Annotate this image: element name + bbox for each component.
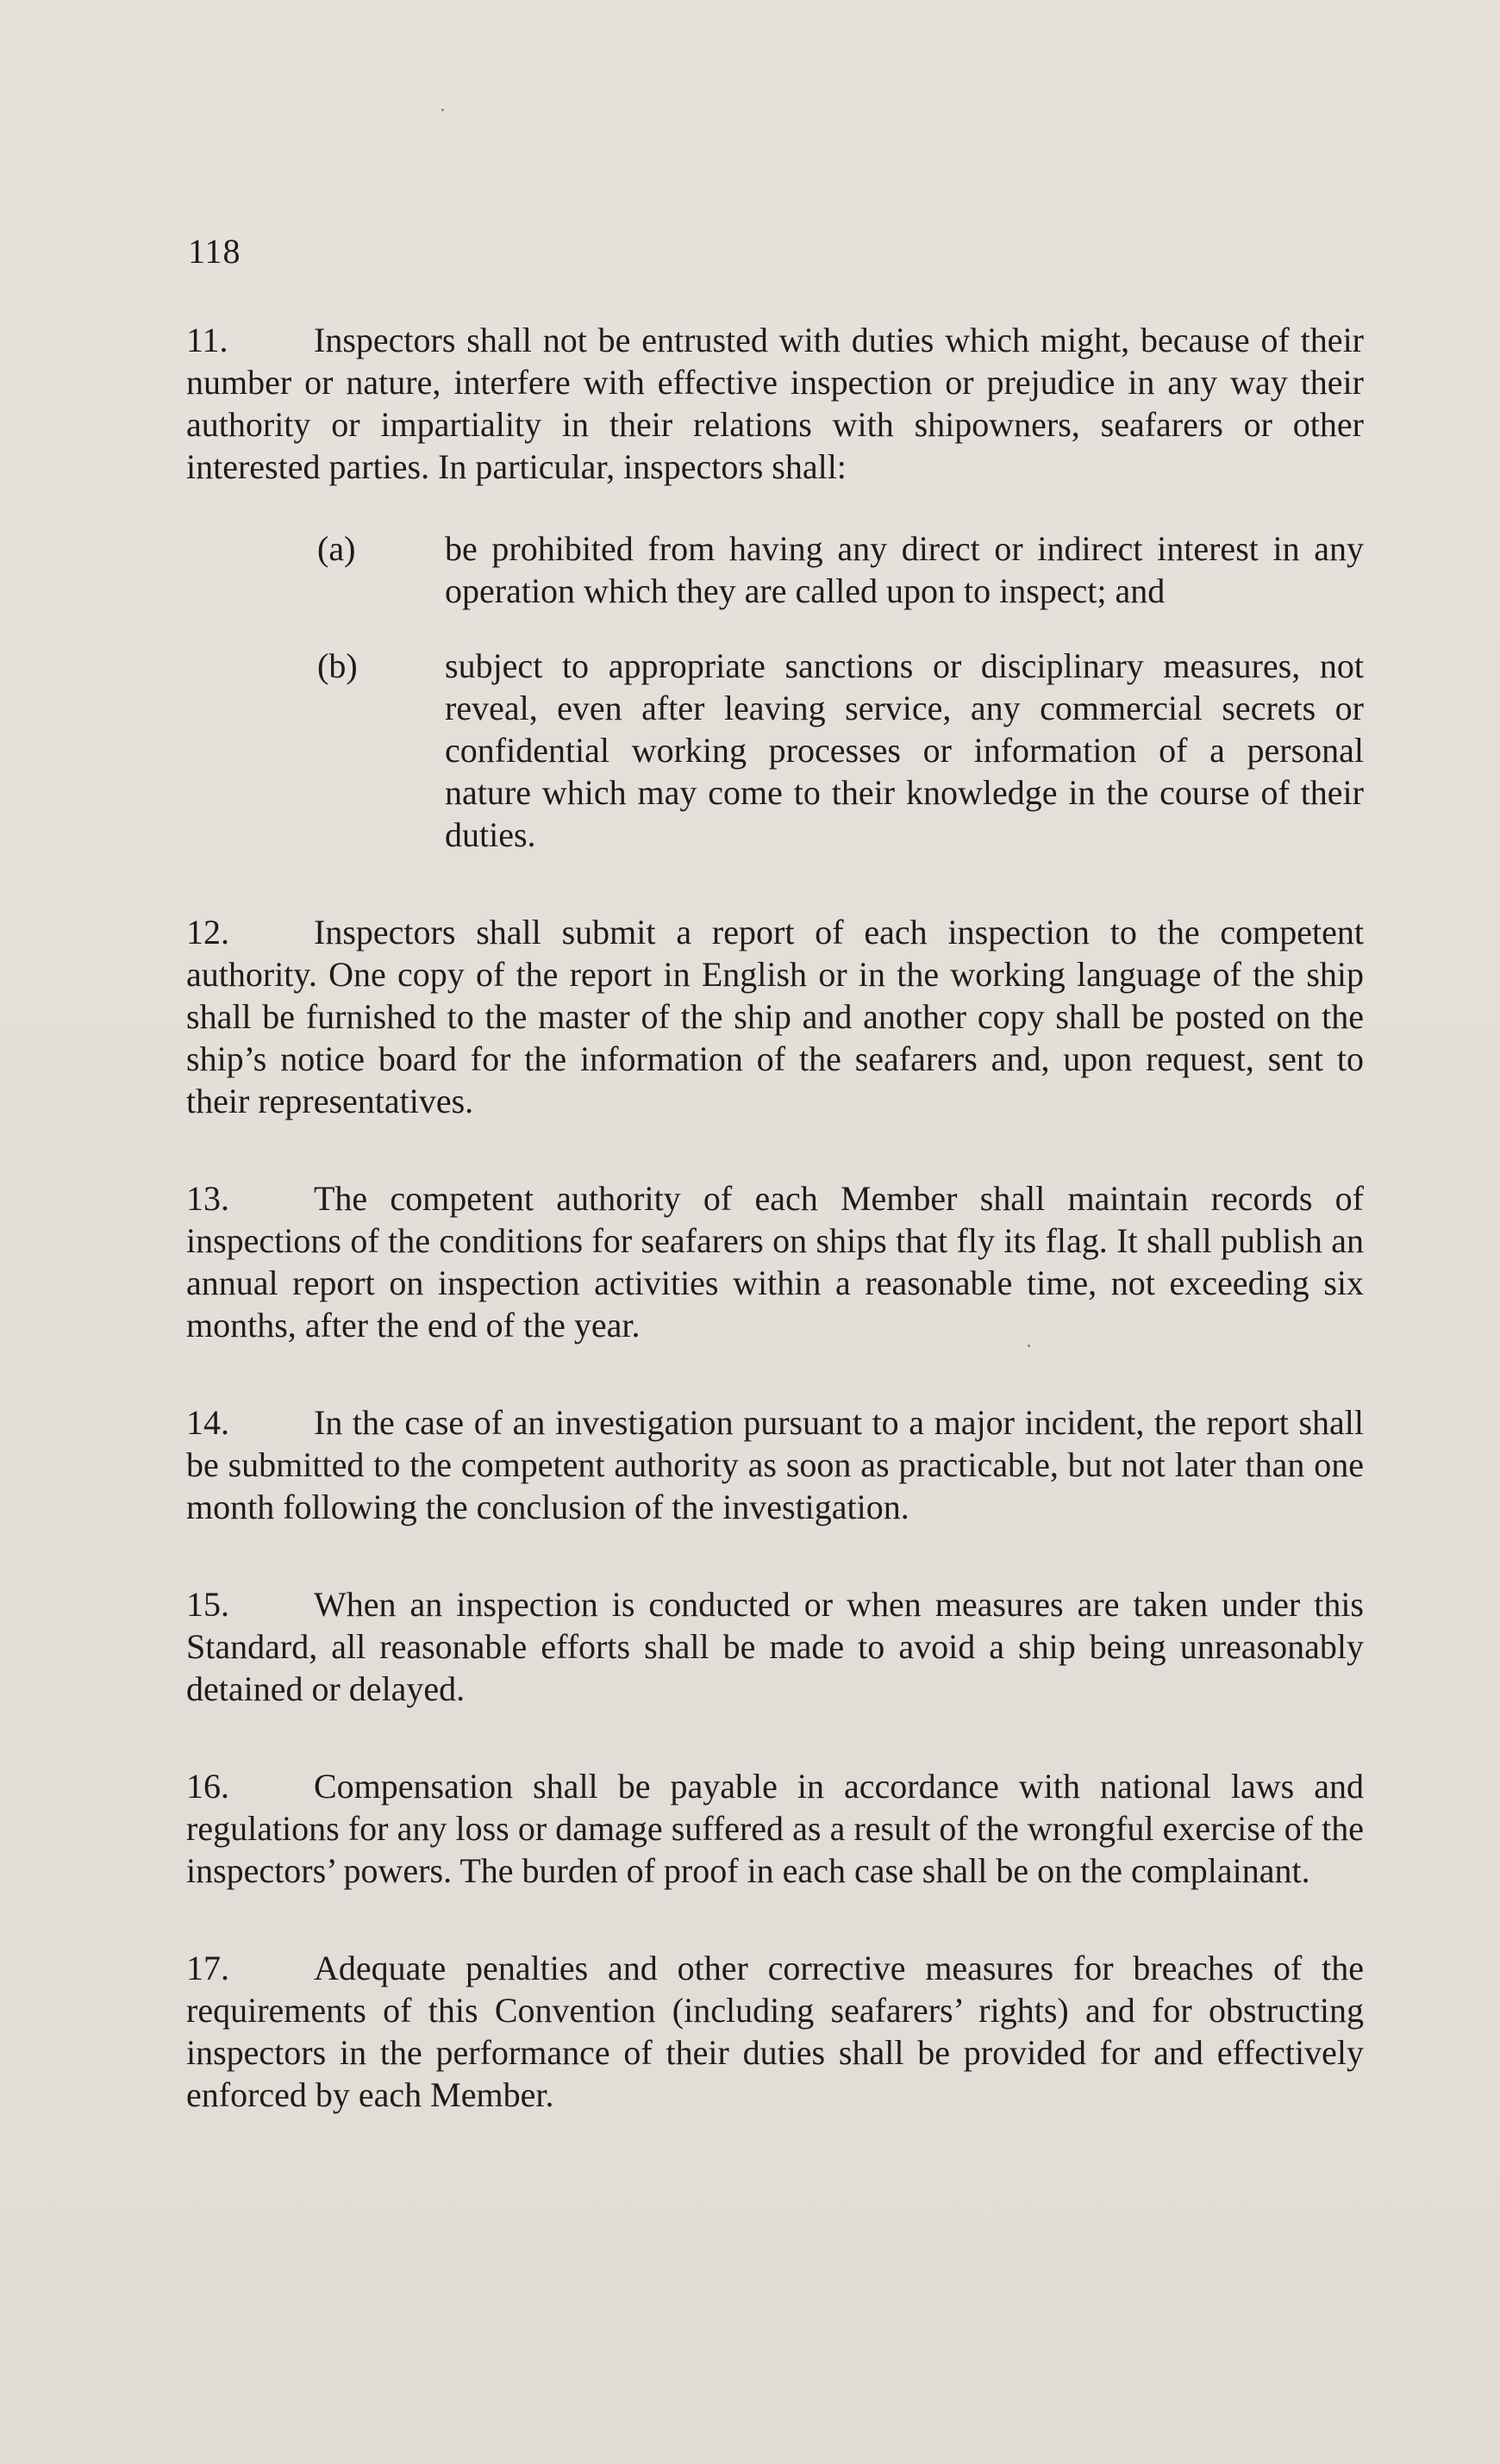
- document-body: [186, 319, 1364, 2171]
- paragraph-number: 11.: [186, 321, 228, 359]
- paragraph-number: 14.: [186, 1403, 229, 1442]
- sub-item-marker: (b): [317, 646, 358, 685]
- paragraph-text: Adequate penalties and other corrective measures for breaches of the requirements of this Convention (including seafarers’ rights) and for obstructing inspectors in the performance of their duties shall be provided for and effectively enforced by each Member.: [186, 1949, 1364, 2114]
- paragraph-number: 12.: [186, 913, 229, 951]
- paragraph-text: Inspectors shall submit a report of each inspection to the competent authority. One copy of the report in English or in the working language of the ship shall be furnished to the master of the ship and another copy shall be posted on the ship’s notice board for the information of the seafarers and, upon request, sent to their representatives.: [186, 913, 1364, 1120]
- sub-item-list: [186, 527, 1364, 856]
- sub-item-b: [186, 645, 1364, 856]
- paragraph-12: [186, 911, 1364, 1122]
- sub-item-marker: (a): [317, 529, 356, 568]
- paragraph-text: In the case of an investigation pursuant to a major incident, the report shall be submitted to the competent authority as soon as practicable, but not later than one month following the conclusion of the investigation.: [186, 1403, 1364, 1526]
- paragraph-text: When an inspection is conducted or when measures are taken under this Standard, all reasonable efforts shall be made to avoid a ship being unreasonably detained or delayed.: [186, 1585, 1364, 1708]
- paragraph-17: [186, 1947, 1364, 2116]
- paragraph-number: 13.: [186, 1179, 229, 1218]
- sub-item-a: [186, 527, 1364, 612]
- paragraph-number: 16.: [186, 1767, 229, 1806]
- paragraph-number: 15.: [186, 1585, 229, 1624]
- paragraph-text: Compensation shall be payable in accordance with national laws and regulations for any loss or damage suffered as a result of the wrongful exercise of the inspectors’ powers. The burden of proof in each case shall be on the complainant.: [186, 1767, 1364, 1890]
- paper-speck: [441, 109, 444, 111]
- page-number: 118: [188, 232, 241, 271]
- paragraph-14: [186, 1401, 1364, 1528]
- paragraph-13: [186, 1177, 1364, 1346]
- paragraph-number: 17.: [186, 1949, 229, 1987]
- sub-item-text: be prohibited from having any direct or indirect interest in any operation which they are called upon to inspect; and: [445, 529, 1364, 610]
- paragraph-text: Inspectors shall not be entrusted with duties which might, because of their number or nature, interfere with effective inspection or prejudice in any way their authority or impartiality in their relations with shipowners, seafarers or other interested parties. In particular, inspectors shall:: [186, 321, 1364, 486]
- paragraph-15: [186, 1583, 1364, 1710]
- sub-item-text: subject to appropriate sanctions or disciplinary measures, not reveal, even after leaving service, any commercial secrets or confidential working processes or information of a personal nature which may come to their knowledge in the course of their duties.: [445, 646, 1364, 854]
- paragraph-16: [186, 1765, 1364, 1892]
- paragraph-11: [186, 319, 1364, 488]
- paragraph-text: The competent authority of each Member shall maintain records of inspections of the conditions for seafarers on ships that fly its flag. It shall publish an annual report on inspection activities within a reasonable time, not exceeding six months, after the end of the year.: [186, 1179, 1364, 1344]
